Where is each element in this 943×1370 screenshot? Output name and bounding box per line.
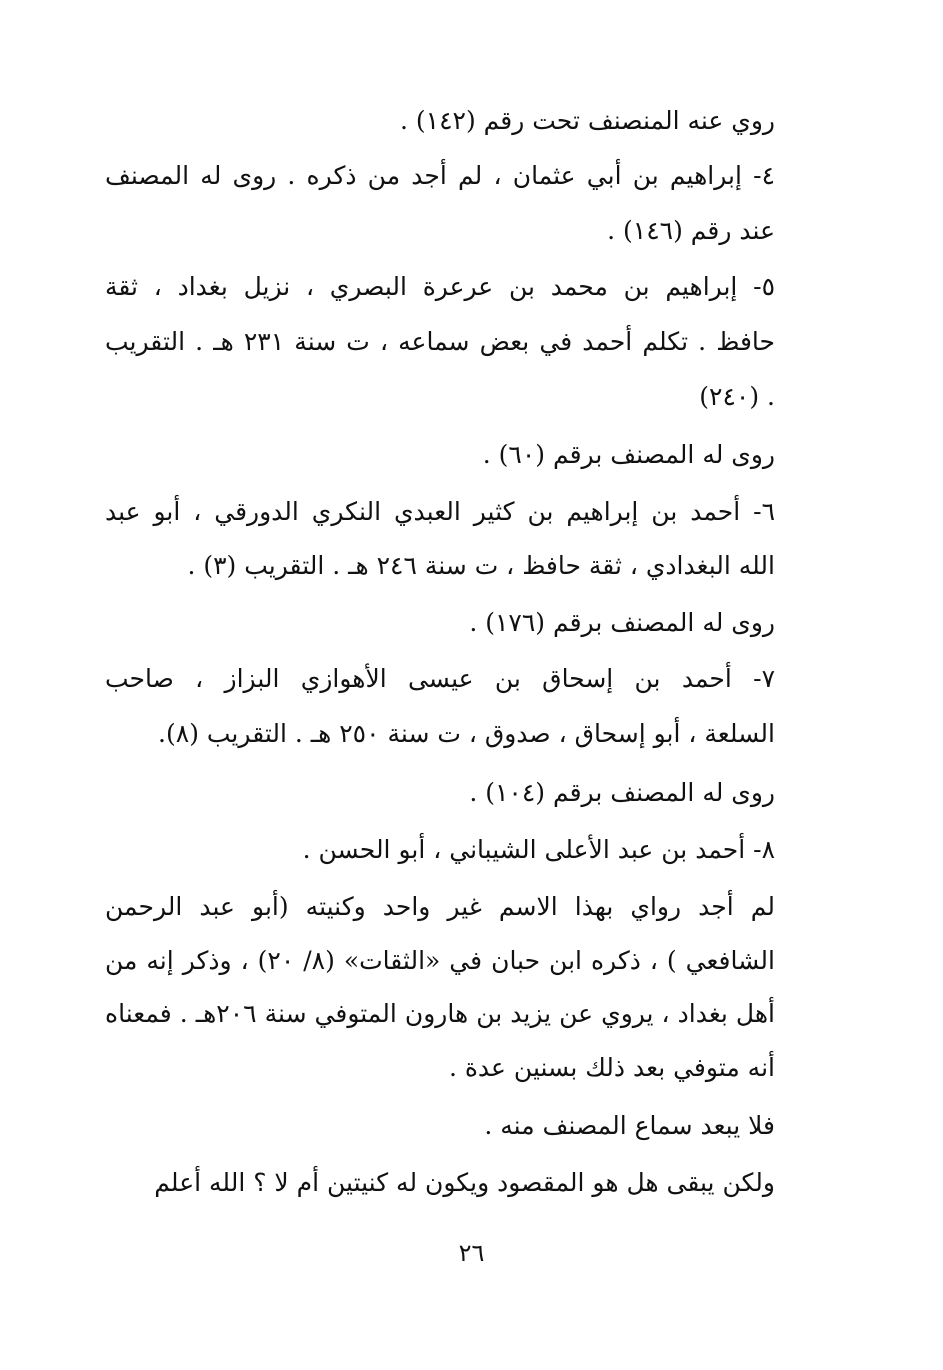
text-line-12: السلعة ، أبو إسحاق ، صدوق ، ت سنة ٢٥٠ هـ . التقريب (٨). [158,719,775,748]
text-line-8: ٦- أحمد بن إبراهيم بن كثير العبدي النكري الدورقي ، أبو عبد [105,497,775,526]
text-line-7: روى له المصنف برقم (٦٠) . [482,440,775,469]
text-line-17: أهل بغداد ، يروي عن يزيد بن هارون المتوفي سنة ٢٠٦هـ . فمعناه [105,999,775,1028]
text-line-2: ٤- إبراهيم بن أبي عثمان ، لم أجد من ذكره . روى له المصنف [105,161,775,190]
text-line-6: . (٢٤٠) [699,382,775,411]
text-line-14: ٨- أحمد بن عبد الأعلى الشيباني ، أبو الحسن . [302,835,775,864]
text-line-11: ٧- أحمد بن إسحاق بن عيسى الأهوازي البزاز ، صاحب [105,664,775,693]
text-line-1: روي عنه المنصنف تحت رقم (١٤٢) . [400,106,775,135]
text-line-10: روى له المصنف برقم (١٧٦) . [469,608,775,637]
text-line-15: لم أجد رواي بهذا الاسم غير واحد وكنيته (أبو عبد الرحمن [105,892,775,921]
text-line-20: ولكن يبقى هل هو المقصود ويكون له كنيتين أم لا ؟ الله أعلم [154,1168,775,1197]
text-line-4: ٥- إبراهيم بن محمد بن عرعرة البصري ، نزيل بغداد ، ثقة [105,272,775,301]
text-line-18: أنه متوفي بعد ذلك بسنين عدة . [448,1053,775,1082]
text-line-3: عند رقم (١٤٦) . [607,216,775,245]
text-line-13: روى له المصنف برقم (١٠٤) . [469,778,775,807]
text-line-9: الله البغدادي ، ثقة حافظ ، ت سنة ٢٤٦ هـ . التقريب (٣) . [187,551,775,580]
page-number: ٢٦ [458,1239,485,1267]
text-line-5: حافظ . تكلم أحمد في بعض سماعه ، ت سنة ٢٣١ هـ . التقريب [105,327,775,356]
text-line-19: فلا يبعد سماع المصنف منه . [484,1111,775,1140]
text-line-16: الشافعي ) ، ذكره ابن حبان في «الثقات» (٨/ ٢٠) ، وذكر إنه من [105,946,775,975]
